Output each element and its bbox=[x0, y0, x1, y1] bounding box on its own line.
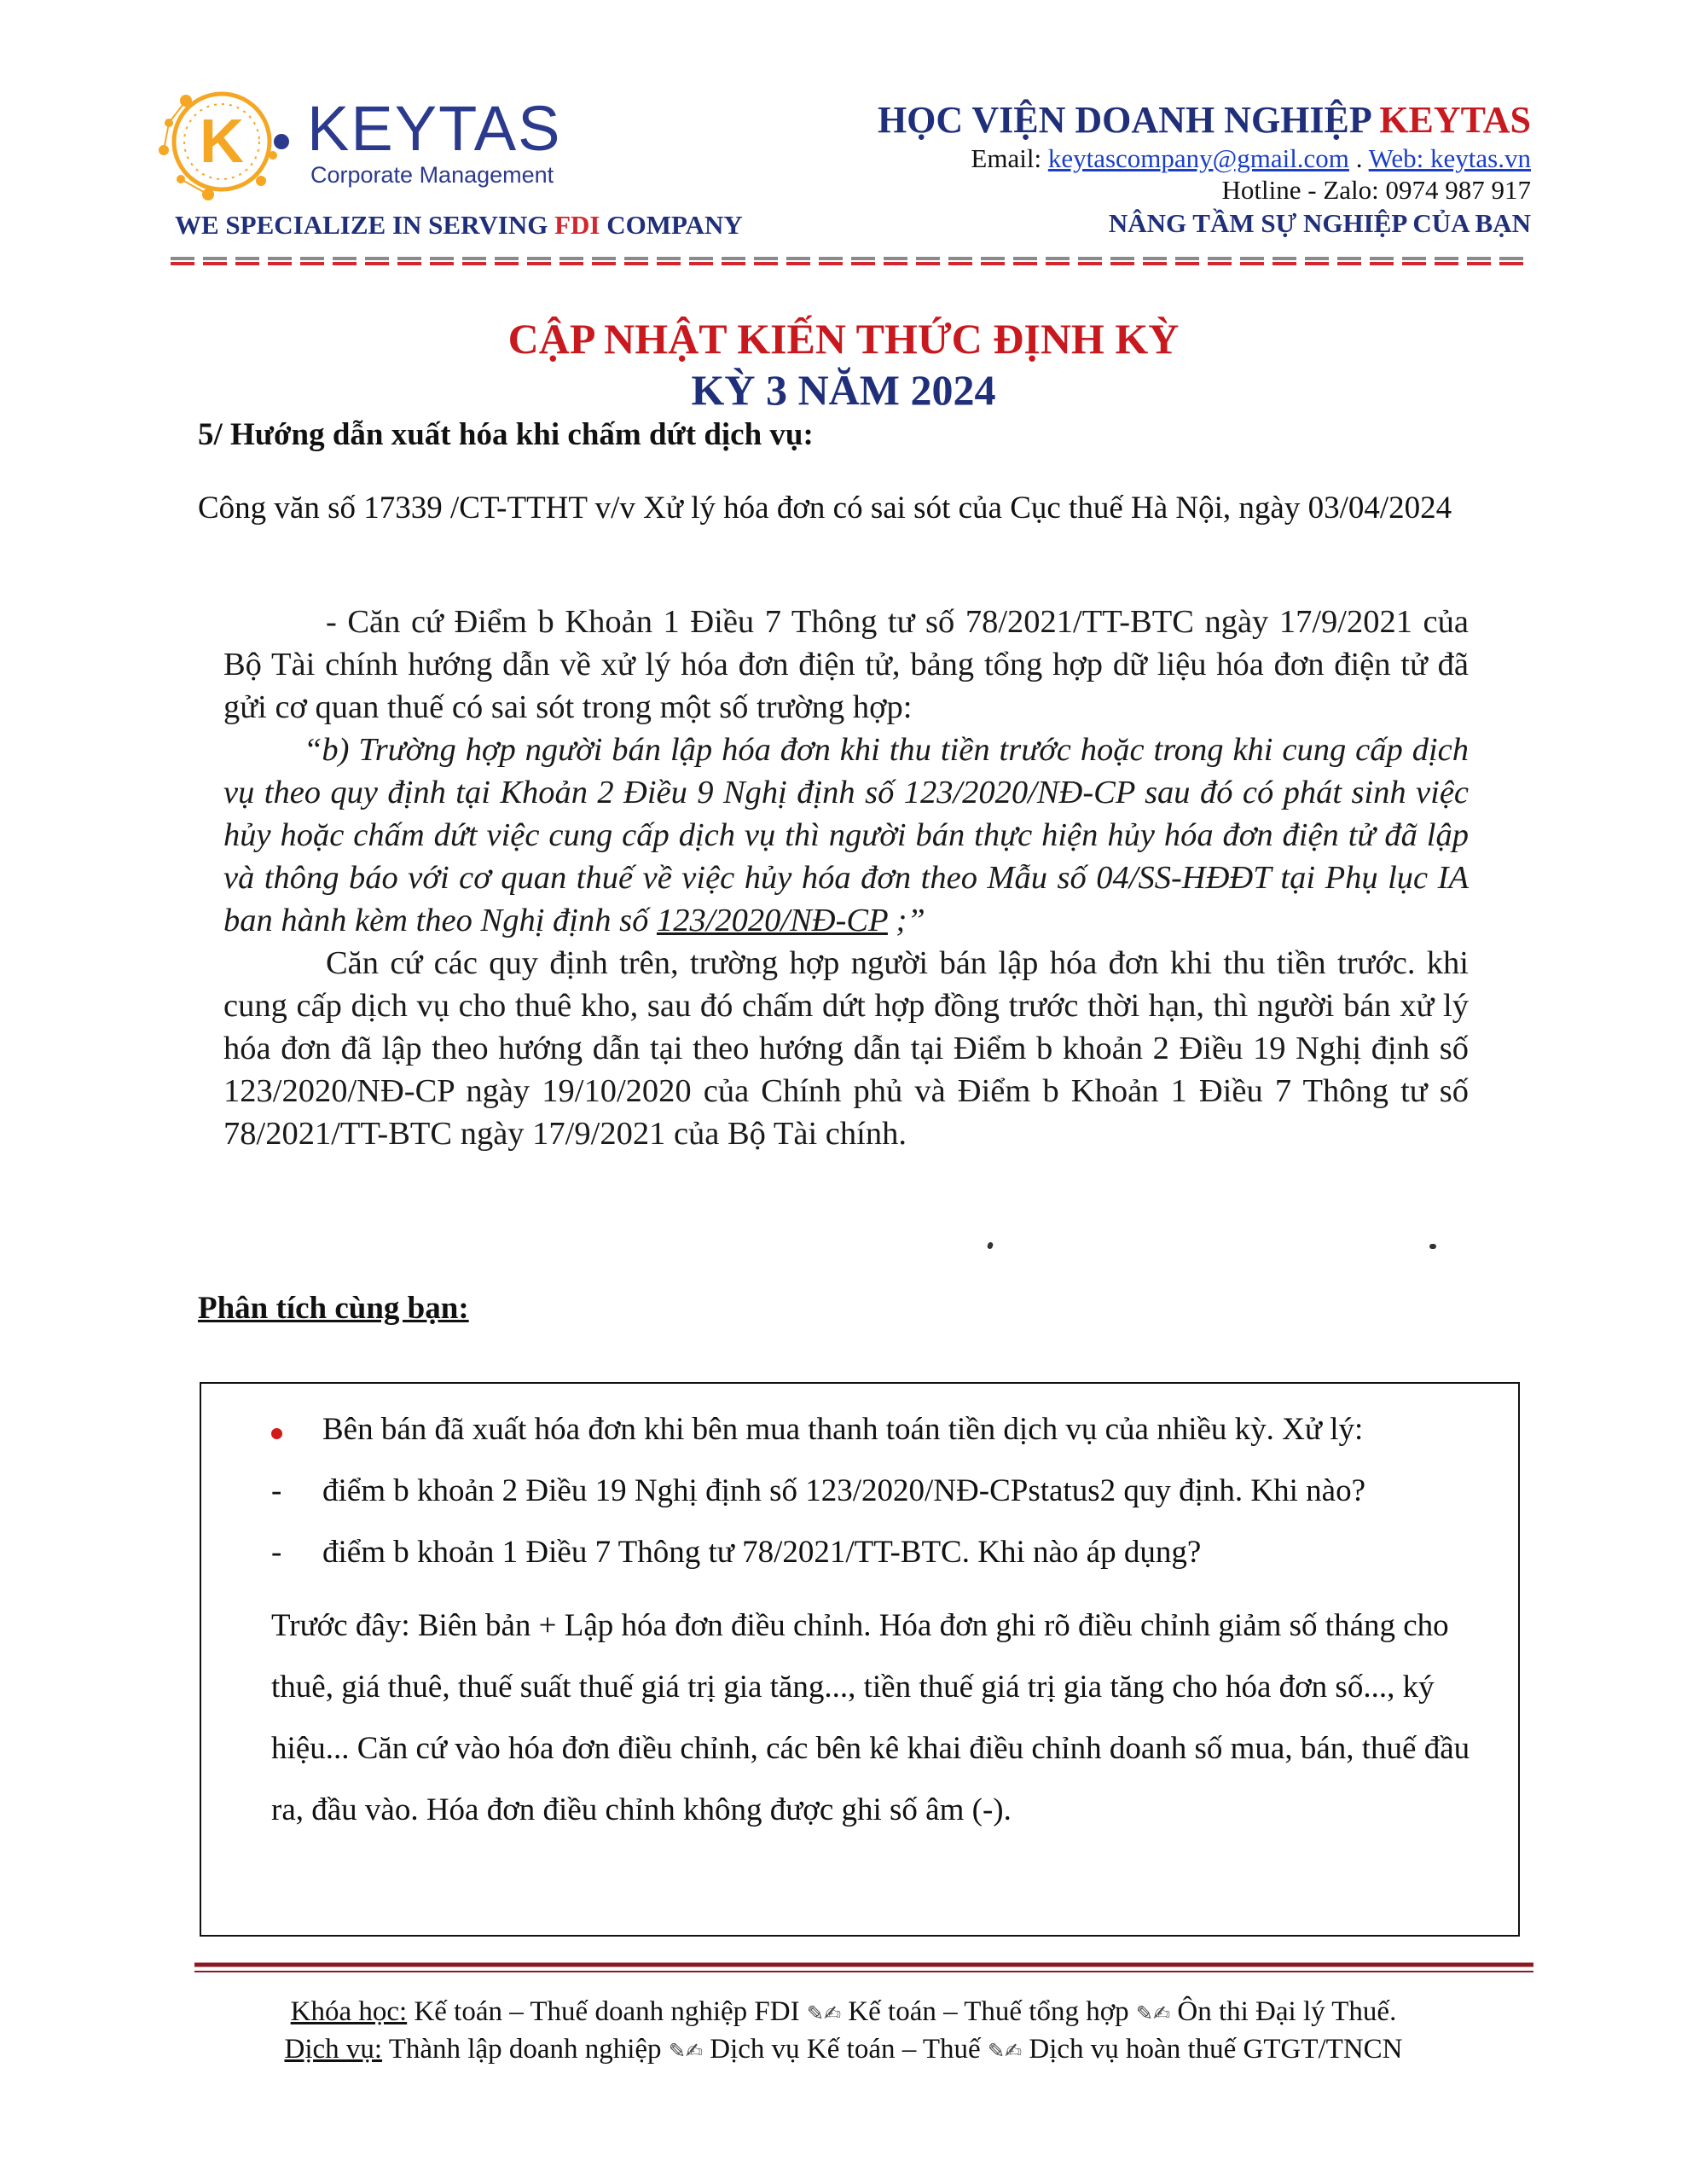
page-title: CẬP NHẬT KIẾN THỨC ĐỊNH KỲ bbox=[507, 315, 1180, 363]
writing-hand-icon: ✎✍ bbox=[987, 2039, 1023, 2063]
footer-divider bbox=[194, 1962, 1533, 1974]
header-divider bbox=[171, 256, 1530, 266]
logo-k-icon bbox=[152, 78, 297, 206]
excerpt-quote: “b) Trường hợp người bán lập hóa đơn khi thu tiền trước hoặc trong khi cung cấp dịch vụ theo quy định tại Khoản 2 Điều 9 Nghị định số 123/2020/NĐ-CP sau đó có phát sinh việc hủy hoặc chấm dứt việc cung cấp dịch vụ thì người bán thực hiện hủy hóa đơn điện tử đã lập và thông báo với cơ quan thuế về việc hủy hóa đơn theo Mẫu số 04/SS-HĐĐT tại Phụ lục IA ban hành kèm theo Nghị định số 123/2020/NĐ-CP ;” bbox=[223, 732, 1469, 938]
hotline: Hotline - Zalo: 0974 987 917 bbox=[1221, 175, 1531, 206]
section-intro: Công văn số 17339 /CT-TTHT v/v Xử lý hóa đơn có sai sót của Cục thuế Hà Nội, ngày 03/04/2024 bbox=[198, 491, 1452, 526]
list-item: - điểm b khoản 1 Điều 7 Thông tư 78/2021/TT-BTC. Khi nào áp dụng? bbox=[271, 1522, 1499, 1583]
header-contact-block bbox=[878, 99, 1531, 241]
svg-text:K: K bbox=[200, 107, 244, 176]
dash-marker: - bbox=[271, 1473, 282, 1508]
excerpt-paragraph-1: - Căn cứ Điểm b Khoản 1 Điều 7 Thông tư số 78/2021/TT-BTC ngày 17/9/2021 của Bộ Tài chính hướng dẫn về xử lý hóa đơn điện tử, bảng tổng hợp dữ liệu hóa đơn điện tử đã gửi cơ quan thuế có sai sót trong một số trường hợp: bbox=[223, 604, 1469, 725]
keytas-logo bbox=[152, 78, 595, 206]
logo-subtitle: Corporate Management bbox=[310, 162, 554, 188]
company-tagline: WE SPECIALIZE IN SERVING FDI COMPANY bbox=[175, 210, 743, 240]
page-subtitle: KỲ 3 NĂM 2024 bbox=[691, 366, 996, 414]
list-item: - điểm b khoản 2 Điều 19 Nghị định số 123/2020/NĐ-CPstatus2 quy định. Khi nào? bbox=[271, 1461, 1499, 1522]
dash-marker: - bbox=[271, 1535, 282, 1570]
excerpt-paragraph-3: Căn cứ các quy định trên, trường hợp người bán lập hóa đơn khi thu tiền trước. khi cung cấp dịch vụ cho thuê kho, sau đó chấm dứt hợp đồng trước thời hạn, thì người bán xử lý hóa đơn đã lập theo hướng dẫn tại theo hướng dẫn tại Điểm b khoản 2 Điều 19 Nghị định số 123/2020/NĐ-CP ngày 19/10/2020 của Chính phủ và Điểm b Khoản 1 Điều 7 Thông tư số 78/2021/TT-BTC ngày 17/9/2021 của Bộ Tài chính. bbox=[223, 945, 1469, 1152]
section-heading: 5/ Hướng dẫn xuất hóa khi chấm dứt dịch vụ: bbox=[198, 417, 814, 452]
analysis-box bbox=[200, 1382, 1520, 1937]
analysis-paragraph: Trước đây: Biên bản + Lập hóa đơn điều chỉnh. Hóa đơn ghi rõ điều chỉnh giảm số tháng cho thuê, giá thuê, thuế suất thuế giá trị gia tăng..., tiền thuế giá trị gia tăng cho hóa đơn số..., ký hiệu... Căn cứ vào hóa đơn điều chỉnh, các bên kê khai điều chỉnh doanh số mua, bán, thuế đầu ra, đầu vào. Hóa đơn điều chỉnh không được ghi số âm (-). bbox=[271, 1608, 1470, 1827]
writing-hand-icon: ✎✍ bbox=[668, 2039, 704, 2063]
logo-wordmark: KEYTAS bbox=[307, 93, 562, 164]
analysis-heading: Phân tích cùng bạn: bbox=[198, 1291, 469, 1326]
red-bullet-icon bbox=[271, 1399, 305, 1461]
footer-services: Dịch vụ: Thành lập doanh nghiệp ✎✍ Dịch vụ Kế toán – Thuế ✎✍ Dịch vụ hoàn thuế GTGT/TNCN bbox=[284, 2034, 1403, 2065]
email-link[interactable]: keytascompany@gmail.com bbox=[1047, 142, 1349, 173]
writing-hand-icon: ✎✍ bbox=[1135, 2001, 1171, 2025]
list-item: Bên bán đã xuất hóa đơn khi bên mua thanh toán tiền dịch vụ của nhiều kỳ. Xử lý: bbox=[271, 1399, 1499, 1461]
scanned-excerpt bbox=[223, 601, 1469, 1155]
contact-email-web: Email: keytascompany@gmail.com . Web: keytas.vn bbox=[971, 142, 1531, 173]
motto: NÂNG TẦM SỰ NGHIỆP CỦA BẠN bbox=[1108, 208, 1531, 239]
scan-speck bbox=[1429, 1244, 1436, 1249]
footer-courses: Khóa học: Kế toán – Thuế doanh nghiệp FDI ✎✍ Kế toán – Thuế tổng hợp ✎✍ Ôn thi Đại lý Thuế. bbox=[290, 1996, 1397, 2027]
org-name: HỌC VIỆN DOANH NGHIỆP KEYTAS bbox=[877, 99, 1531, 141]
scan-speck bbox=[987, 1241, 994, 1250]
website-link[interactable]: Web: keytas.vn bbox=[1368, 142, 1531, 173]
analysis-list bbox=[271, 1399, 1499, 1583]
writing-hand-icon: ✎✍ bbox=[806, 2001, 842, 2025]
